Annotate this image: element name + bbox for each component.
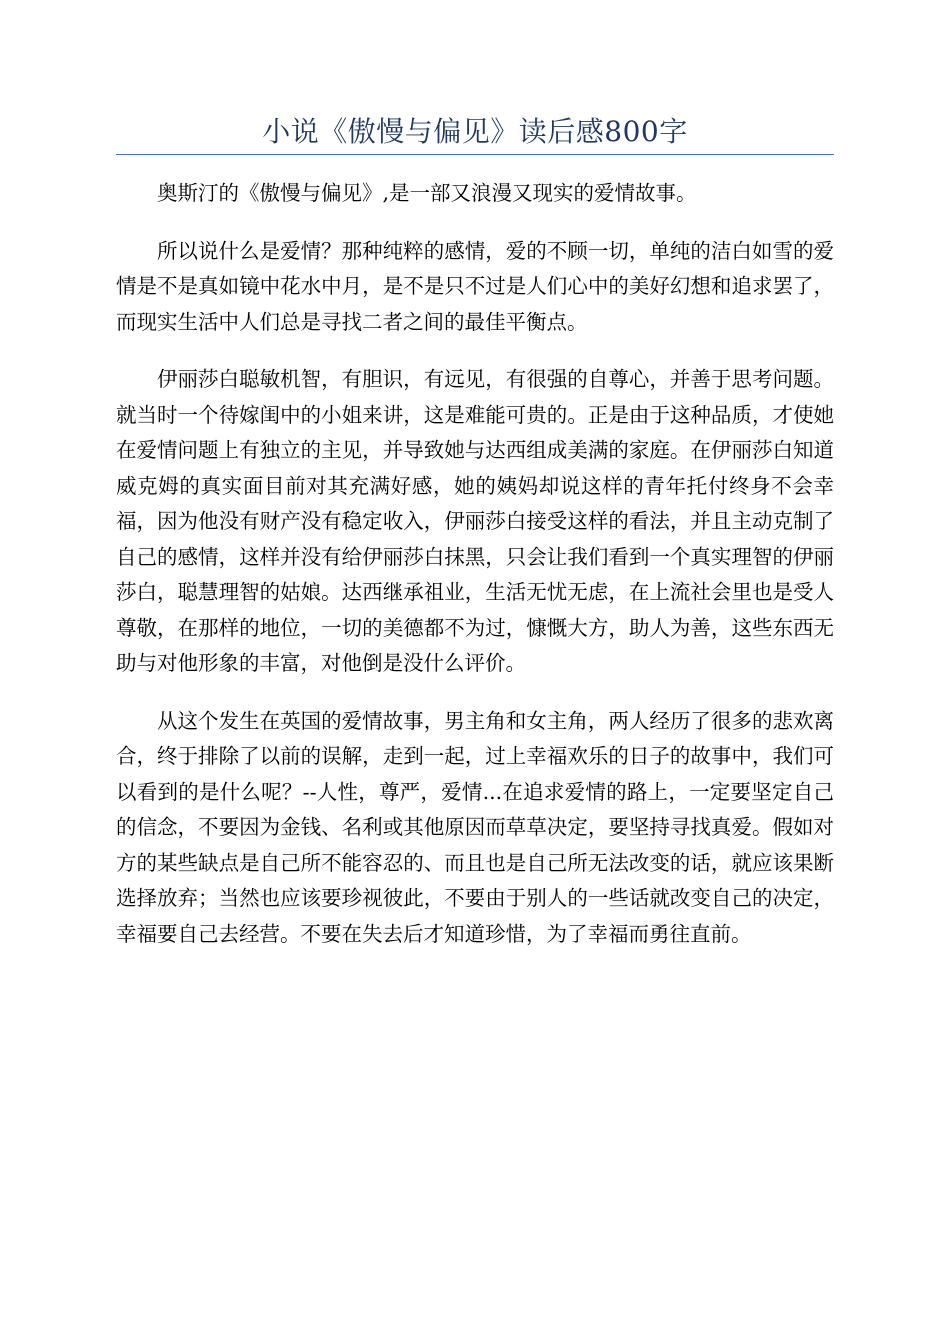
paragraph-what-is-love: 所以说什么是爱情？那种纯粹的感情，爱的不顾一切，单纯的洁白如雪的爱情是不是真如镜中花水中月，是不是只不过是人们心中的美好幻想和追求罢了，而现实生活中人们总是寻找二者之间的最佳平衡点。 [116,238,834,334]
paragraph-elizabeth-darcy: 伊丽莎白聪敏机智，有胆识，有远见，有很强的自尊心，并善于思考问题。就当时一个待嫁闺中的小姐来讲，这是难能可贵的。正是由于这种品质，才使她在爱情问题上有独立的主见，并导致她与达西组成美满的家庭。在伊丽莎白知道威克姆的真实面目前对其充满好感，她的姨妈却说这样的青年托付终身不会幸福，因为他没有财产没有稳定收入，伊丽莎白接受这样的看法，并且主动克制了自己的感情，这样并没有给伊丽莎白抹黑，只会让我们看到一个真实理智的伊丽莎白，聪慧理智的姑娘。达西继承祖业，生活无忧无虑，在上流社会里也是受人尊敬，在那样的地位，一切的美德都不为过，慷慨大方，助人为善，这些东西无助与对他形象的丰富，对他倒是没什么评价。 [116,367,834,675]
title-underline [116,154,834,155]
paragraph-conclusion: 从这个发生在英国的爱情故事，男主角和女主角，两人经历了很多的悲欢离合，终于排除了以前的误解，走到一起，过上幸福欢乐的日子的故事中，我们可以看到的是什么呢？--人性，尊严，爱情...在追求爱情的路上，一定要坚定自己的信念，不要因为金钱、名利或其他原因而草草决定，要坚持寻找真爱。假如对方的某些缺点是自己所不能容忍的、而且也是自己所无法改变的话，就应该果断选择放弃；当然也应该要珍视彼此，不要由于别人的一些话就改变自己的决定，幸福要自己去经营。不要在失去后才知道珍惜，为了幸福而勇往直前。 [116,708,834,946]
paragraph-intro: 奥斯汀的《傲慢与偏见》,是一部又浪漫又现实的爱情故事。 [157,181,697,205]
article-body [116,176,834,974]
page-title: 小说《傲慢与偏见》读后感800字 [262,115,688,148]
